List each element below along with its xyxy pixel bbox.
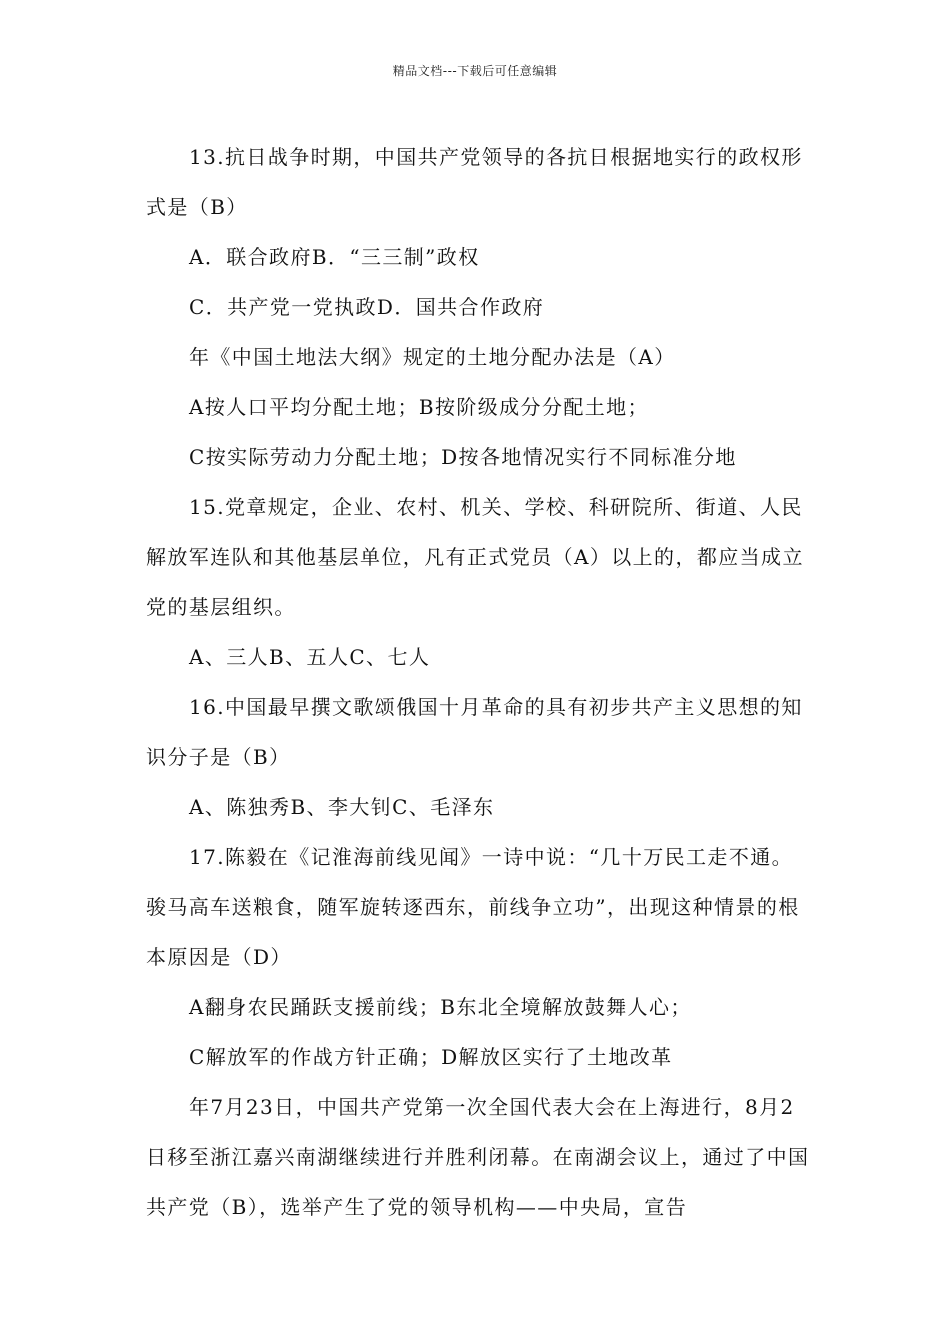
question-17-stem: 17.陈毅在《记淮海前线见闻》一诗中说：“几十万民工走不通。骏马高车送粮食，随军旋转逐西东，前线争立功”，出现这种情景的根本原因是（D） xyxy=(146,845,800,969)
question-13-stem: 13.抗日战争时期，中国共产党领导的各抗日根据地实行的政权形式是（B） xyxy=(146,145,803,219)
question-15-stem: 15.党章规定，企业、农村、机关、学校、科研院所、街道、人民解放军连队和其他基层单位，凡有正式党员（A）以上的，都应当成立党的基层组织。 xyxy=(146,495,804,619)
question-16-options: A、陈独秀B、李大钊C、毛泽东 xyxy=(189,795,495,819)
question-14-options-ab: A按人口平均分配土地；B按阶级成分分配土地； xyxy=(189,395,649,419)
question-17-options-ab: A翻身农民踊跃支援前线；B东北全境解放鼓舞人心； xyxy=(189,995,692,1019)
question-17-options-cd: C解放军的作战方针正确；D解放区实行了土地改革 xyxy=(189,1045,673,1069)
question-13-options-cd: C．共产党一党执政D．国共合作政府 xyxy=(189,295,545,319)
question-14-stem: 年《中国土地法大纲》规定的土地分配办法是（A） xyxy=(189,345,676,369)
question-16-stem: 16.中国最早撰文歌颂俄国十月革命的具有初步共产主义思想的知识分子是（B） xyxy=(146,695,803,769)
document-body xyxy=(146,132,810,1232)
question-18-stem: 年7月23日，中国共产党第一次全国代表大会在上海进行，8月2日移至浙江嘉兴南湖继续进行并胜利闭幕。在南湖会议上，通过了中国共产党（B），选举产生了党的领导机构——中央局，宣告 xyxy=(146,1095,810,1219)
question-13-options-ab: A．联合政府B．“三三制”政权 xyxy=(189,245,480,269)
question-14-options-cd: C按实际劳动力分配土地；D按各地情况实行不同标准分地 xyxy=(189,445,737,469)
page-header: 精品文档---下载后可任意编辑 xyxy=(392,64,558,78)
question-15-options: A、三人B、五人C、七人 xyxy=(189,645,431,669)
